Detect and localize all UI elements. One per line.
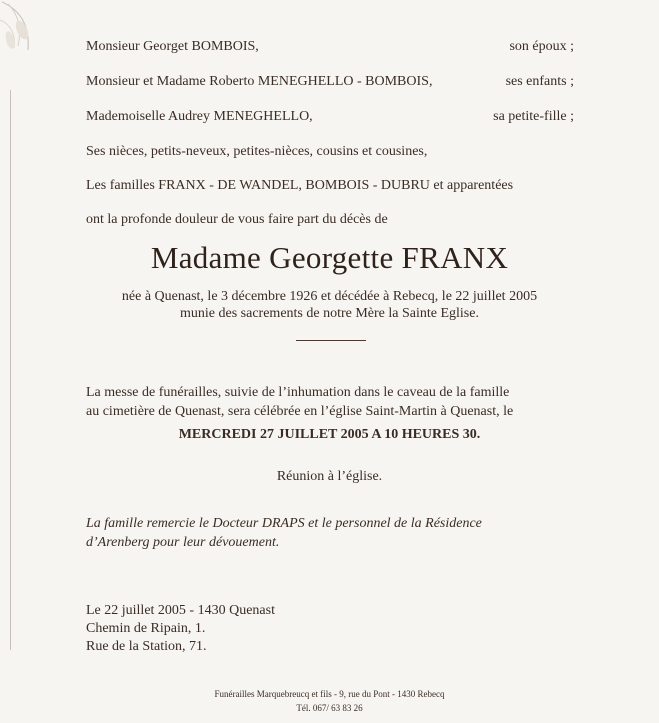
address-line: Le 22 juillet 2005 - 1430 Quenast bbox=[86, 603, 275, 618]
birth-death-line: née à Quenast, le 3 décembre 1926 et décédée à Rebecq, le 22 juillet 2005 bbox=[121, 289, 538, 304]
phone-line: Tél. 067/ 63 83 26 bbox=[296, 703, 363, 713]
families-line: Les familles FRANX - DE WANDEL, BOMBOIS - DUBRU et apparentées bbox=[86, 178, 514, 193]
sacraments-line: munie des sacrements de notre Mère la Sainte Eglise. bbox=[180, 306, 479, 321]
funeral-paragraph bbox=[86, 383, 574, 421]
thanks-line: d’Arenberg pour leur dévouement. bbox=[86, 535, 280, 550]
family-member-relation: son époux ; bbox=[509, 39, 574, 54]
address-line: Rue de la Station, 71. bbox=[86, 639, 207, 654]
family-member-name: Monsieur Georget BOMBOIS, bbox=[86, 39, 259, 54]
family-member-relation: ses enfants ; bbox=[505, 74, 574, 89]
family-member-name: Mademoiselle Audrey MENEGHELLO, bbox=[86, 109, 313, 124]
family-member-relation: sa petite-fille ; bbox=[493, 109, 574, 124]
funeral-home-line: Funérailles Marquebreucq et fils - 9, rue du Pont - 1430 Rebecq bbox=[214, 689, 445, 699]
thanks-paragraph bbox=[86, 514, 574, 552]
address-block bbox=[86, 602, 275, 656]
section-divider bbox=[296, 340, 366, 341]
meeting-line: Réunion à l’église. bbox=[276, 469, 383, 484]
funeral-line: au cimetière de Quenast, sera célébrée en l’église Saint-Martin à Quenast, le bbox=[86, 404, 514, 419]
announce-line: ont la profonde douleur de vous faire part du décès de bbox=[86, 212, 388, 227]
funeral-line: La messe de funérailles, suivie de l’inhumation dans le caveau de la famille bbox=[86, 385, 510, 400]
footer bbox=[0, 687, 659, 715]
thanks-line: La famille remercie le Docteur DRAPS et le personnel de la Résidence bbox=[86, 516, 482, 531]
family-member-name: Monsieur et Madame Roberto MENEGHELLO - BOMBOIS, bbox=[86, 74, 433, 89]
funeral-date-time: MERCREDI 27 JUILLET 2005 A 10 HEURES 30. bbox=[178, 427, 481, 442]
deceased-name: Madame Georgette FRANX bbox=[150, 240, 509, 275]
relatives-line: Ses nièces, petits-neveux, petites-nièces, cousins et cousines, bbox=[86, 144, 428, 159]
address-line: Chemin de Ripain, 1. bbox=[86, 621, 206, 636]
leaf-ornament-icon bbox=[0, 0, 60, 70]
left-border-line bbox=[10, 90, 11, 650]
